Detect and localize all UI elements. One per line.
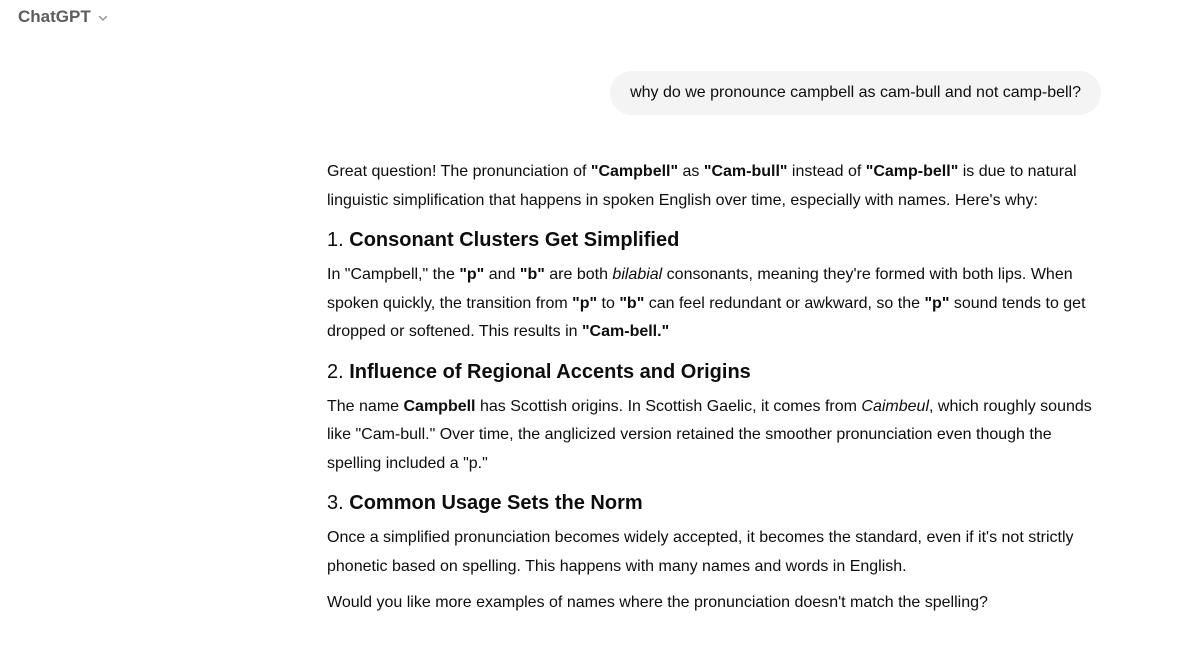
text: has Scottish origins. In Scottish Gaelic, it comes from	[475, 397, 862, 415]
chevron-down-icon	[97, 12, 109, 24]
section-3-heading	[327, 488, 1102, 518]
section-2-heading	[327, 357, 1102, 387]
text: as	[678, 163, 704, 180]
bold-text: "p"	[459, 266, 485, 283]
section-number: 2.	[327, 360, 344, 383]
section-number: 1.	[327, 229, 344, 251]
text: Once a simplified pronunciation becomes widely accepted, it becomes the standard, even if it's not strictly phonetic based on spelling. This happens with many names and words in English.	[327, 529, 1074, 575]
bold-text: "b"	[519, 266, 545, 283]
intro-paragraph	[327, 158, 1102, 215]
text: , which roughly sounds like "Cam-bull." Over time, the anglicized version retained the smoother pronunciation even though the spelling included a "p."	[327, 397, 1092, 472]
bold-text: "Campbell"	[590, 163, 679, 180]
model-name: ChatGPT	[18, 7, 91, 26]
text: and	[484, 266, 520, 283]
user-message-text: why do we pronounce campbell as cam-bull and not camp-bell?	[630, 84, 1081, 101]
user-message-bubble	[610, 71, 1101, 115]
bold-text: "Camp-bell"	[865, 163, 959, 180]
text: Great question! The pronunciation of	[327, 163, 591, 180]
text: is due to natural linguistic simplification that happens in spoken English over time, especially with names. Here's why:	[327, 163, 1077, 209]
section-title: Consonant Clusters Get Simplified	[349, 229, 680, 251]
italic-text: bilabial	[612, 266, 663, 283]
section-title: Influence of Regional Accents and Origins	[349, 360, 751, 383]
bold-text: "b"	[619, 294, 645, 312]
bold-text: "Cam-bull"	[703, 163, 788, 180]
text: can feel redundant or awkward, so the	[644, 294, 925, 312]
model-selector[interactable]	[18, 7, 109, 27]
assistant-message	[327, 158, 1102, 618]
bold-text: Campbell	[403, 397, 476, 415]
closing-paragraph: Would you like more examples of names where the pronunciation doesn't match the spelling?	[327, 594, 988, 611]
text: are both	[544, 266, 613, 283]
section-3-paragraph	[327, 524, 1102, 581]
section-number: 3.	[327, 492, 344, 514]
bold-text: "p"	[924, 294, 950, 312]
bold-text: "Cam-bell."	[581, 323, 670, 340]
text: consonants, meaning they're formed with both lips. When spoken quickly, the transition from	[327, 266, 1073, 312]
section-1-heading	[327, 225, 1102, 255]
section-title: Common Usage Sets the Norm	[349, 492, 643, 514]
text: The name	[327, 397, 404, 415]
text: instead of	[787, 163, 866, 180]
text: sound tends to get dropped or softened. This results in	[327, 294, 1086, 340]
italic-text: Caimbeul	[861, 397, 930, 415]
text: to	[597, 294, 620, 312]
section-1-paragraph	[327, 261, 1102, 347]
text: In "Campbell," the	[327, 266, 460, 283]
section-2-paragraph	[327, 393, 1102, 479]
bold-text: "p"	[572, 294, 598, 312]
